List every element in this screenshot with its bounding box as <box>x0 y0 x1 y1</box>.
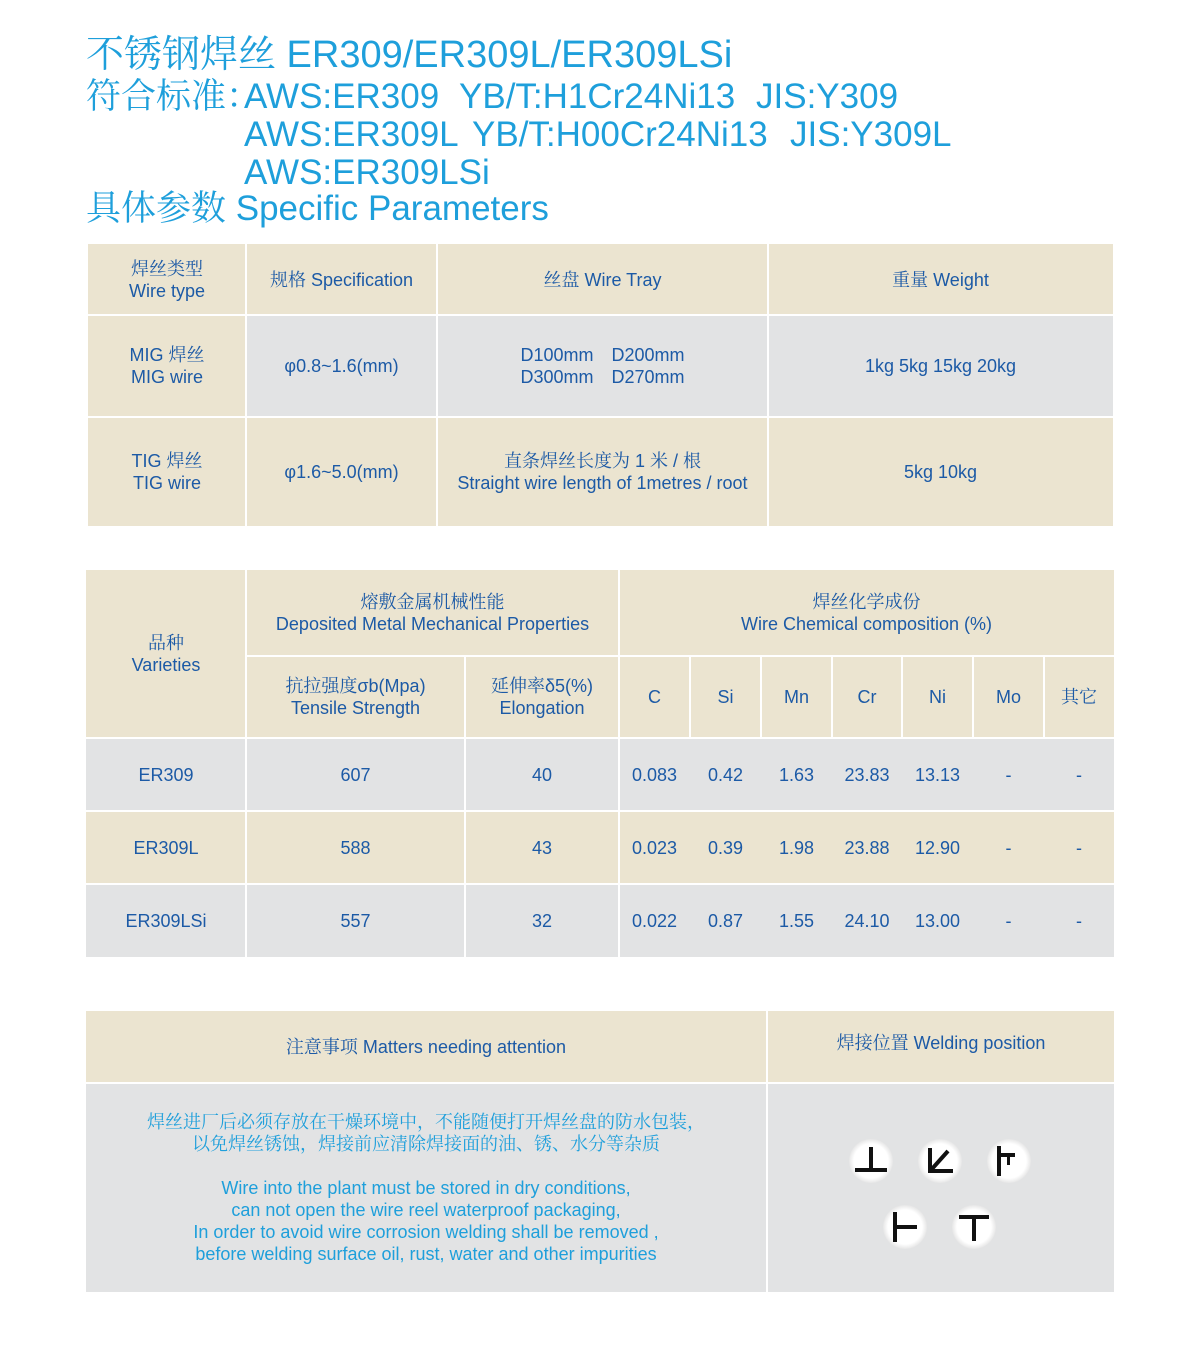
divider <box>972 656 974 738</box>
tensile-value: 588 <box>340 837 371 858</box>
elongation-header <box>465 656 619 738</box>
divider <box>901 656 903 738</box>
mig-spec-cell <box>246 315 437 417</box>
mig-type-cn: MIG 焊丝 <box>129 345 205 365</box>
mechanical-cn: 熔敷金属机械性能 <box>360 592 505 612</box>
tig-tray-line-2: Straight wire length of 1metres / root <box>457 472 748 493</box>
cr-value: 23.83 <box>844 764 890 785</box>
mig-spec-value: φ0.8~1.6(mm) <box>284 356 399 376</box>
wire-type-en: Wire type <box>128 280 206 301</box>
divider <box>766 1011 768 1292</box>
divider <box>689 656 691 738</box>
mn-value: 1.55 <box>778 910 815 931</box>
vertical-fillet-icon <box>987 1139 1031 1183</box>
mig-tray-line-1: D100mm D200mm <box>520 345 685 365</box>
divider <box>767 244 769 526</box>
other-value: - <box>1076 910 1082 931</box>
c-value: 0.022 <box>631 910 678 931</box>
mechanical-header <box>246 570 619 656</box>
divider <box>245 570 247 957</box>
tensile-cn: 抗拉强度σb(Mpa) <box>285 676 426 696</box>
cr-value: 24.10 <box>844 910 890 931</box>
element-header-ni <box>902 656 973 738</box>
other-value: - <box>1076 837 1082 858</box>
divider <box>86 737 1114 739</box>
specification-label: 规格 Specification <box>269 269 414 290</box>
si-value: 0.87 <box>707 910 744 931</box>
position-body <box>768 1083 1114 1292</box>
varieties-en: Varieties <box>131 655 201 675</box>
mechanical-en: Deposited Metal Mechanical Properties <box>275 614 590 634</box>
divider <box>245 244 247 526</box>
attention-body <box>86 1083 766 1292</box>
tig-tray-cell <box>437 417 768 526</box>
tensile-header <box>246 656 465 738</box>
element-label: Ni <box>929 687 946 707</box>
spec-header-specification <box>246 244 437 315</box>
tig-type-cn: TIG 焊丝 <box>131 450 203 471</box>
properties-table <box>86 570 1114 957</box>
tensile-en: Tensile Strength <box>290 698 421 718</box>
tig-spec-value: φ1.6~5.0(mm) <box>284 461 399 482</box>
divider <box>86 1082 1114 1084</box>
mo-value: - <box>1005 764 1012 785</box>
attention-en-line: In order to avoid wire corrosion welding shall be removed , <box>193 1221 659 1242</box>
variety-name: ER309LSi <box>125 910 207 931</box>
chemical-cn: 焊丝化学成份 <box>812 592 921 612</box>
chemical-en: Wire Chemical composition (%) <box>740 614 993 634</box>
tensile-value: 557 <box>340 910 371 931</box>
variety-name: ER309L <box>133 837 199 858</box>
diagonal-fillet-icon <box>918 1139 962 1183</box>
weight-label: 重量 Weight <box>892 269 989 290</box>
ni-value: 12.90 <box>914 837 961 858</box>
attention-en-line: before welding surface oil, rust, water and other impurities <box>195 1243 657 1264</box>
element-header-other <box>1044 656 1114 738</box>
element-header-c <box>619 656 690 738</box>
ni-value: 13.13 <box>914 764 961 785</box>
spec-header-wire-tray <box>437 244 768 315</box>
si-value: 0.39 <box>707 837 744 858</box>
variety-name: ER309 <box>138 764 194 785</box>
mn-value: 1.98 <box>778 837 815 858</box>
horizontal-fillet-icon <box>883 1205 927 1249</box>
elongation-value: 40 <box>531 764 553 785</box>
position-header <box>768 1011 1114 1083</box>
flat-fillet-icon <box>849 1139 893 1183</box>
divider <box>86 810 1114 812</box>
mig-weight-cell <box>768 315 1113 417</box>
divider <box>436 244 438 526</box>
tig-type-en: TIG wire <box>132 472 201 493</box>
tig-weight-cell <box>768 417 1113 526</box>
attention-cn-line: 焊丝进厂后必须存放在干燥环境中，不能随便打开焊丝盘的防水包装， <box>147 1111 705 1132</box>
wire-type-cn: 焊丝类型 <box>131 258 203 279</box>
element-label: Si <box>717 687 734 707</box>
element-header-cr <box>832 656 902 738</box>
c-value: 0.083 <box>631 764 678 785</box>
tig-spec-cell <box>246 417 437 526</box>
other-value: - <box>1076 764 1082 785</box>
divider <box>464 656 466 957</box>
attention-header <box>86 1011 766 1083</box>
divider <box>246 655 1114 657</box>
element-label: Mo <box>995 687 1021 707</box>
element-label: C <box>648 687 661 707</box>
mo-value: - <box>1005 910 1012 931</box>
divider <box>831 656 833 738</box>
elongation-value: 32 <box>531 910 553 931</box>
divider <box>88 416 1113 418</box>
varieties-header <box>86 570 246 738</box>
varieties-cn: 品种 <box>148 633 184 653</box>
element-header-mo <box>973 656 1044 738</box>
spec-header-weight <box>768 244 1113 315</box>
tig-type-cell <box>88 417 246 526</box>
overhead-fillet-icon <box>952 1205 996 1249</box>
attention-heading: 注意事项 Matters needing attention <box>285 1037 567 1057</box>
divider <box>86 883 1114 885</box>
wire-tray-label: 丝盘 Wire Tray <box>543 269 662 290</box>
spec-header-wire-type <box>88 244 246 315</box>
mig-weight-value: 1kg 5kg 15kg 20kg <box>864 356 1017 376</box>
mo-value: - <box>1005 837 1012 858</box>
element-header-si <box>690 656 761 738</box>
divider <box>88 314 1113 316</box>
divider <box>618 570 620 957</box>
si-value: 0.42 <box>707 764 744 785</box>
chemical-header <box>619 570 1114 656</box>
attention-en-line: can not open the wire reel waterproof packaging, <box>231 1199 621 1220</box>
mn-value: 1.63 <box>778 764 815 785</box>
elongation-cn: 延伸率δ5(%) <box>490 676 594 696</box>
spec-table <box>88 244 1113 526</box>
element-label: Cr <box>857 687 877 707</box>
elongation-value: 43 <box>531 837 553 858</box>
divider <box>760 656 762 738</box>
mig-type-en: MIG wire <box>131 367 203 387</box>
tensile-value: 607 <box>340 764 371 785</box>
element-header-mn <box>761 656 832 738</box>
element-label: Mn <box>783 687 809 707</box>
attention-cn-line: 以免焊丝锈蚀，焊接前应清除焊接面的油、锈、水分等杂质 <box>192 1133 660 1154</box>
position-heading: 焊接位置 Welding position <box>836 1033 1046 1053</box>
c-value: 0.023 <box>631 837 678 858</box>
element-label: 其它 <box>1061 687 1097 707</box>
tig-tray-line-1: 直条焊丝长度为 1 米 / 根 <box>503 450 701 471</box>
tig-weight-value: 5kg 10kg <box>903 461 978 482</box>
mig-tray-cell <box>437 315 768 417</box>
mig-type-cell <box>88 315 246 417</box>
mig-tray-line-2: D300mm D270mm <box>520 367 685 387</box>
elongation-en: Elongation <box>499 698 585 718</box>
attention-en-line: Wire into the plant must be stored in dry conditions, <box>221 1177 631 1198</box>
divider <box>1043 656 1045 738</box>
cr-value: 23.88 <box>844 837 890 858</box>
ni-value: 13.00 <box>914 910 961 931</box>
